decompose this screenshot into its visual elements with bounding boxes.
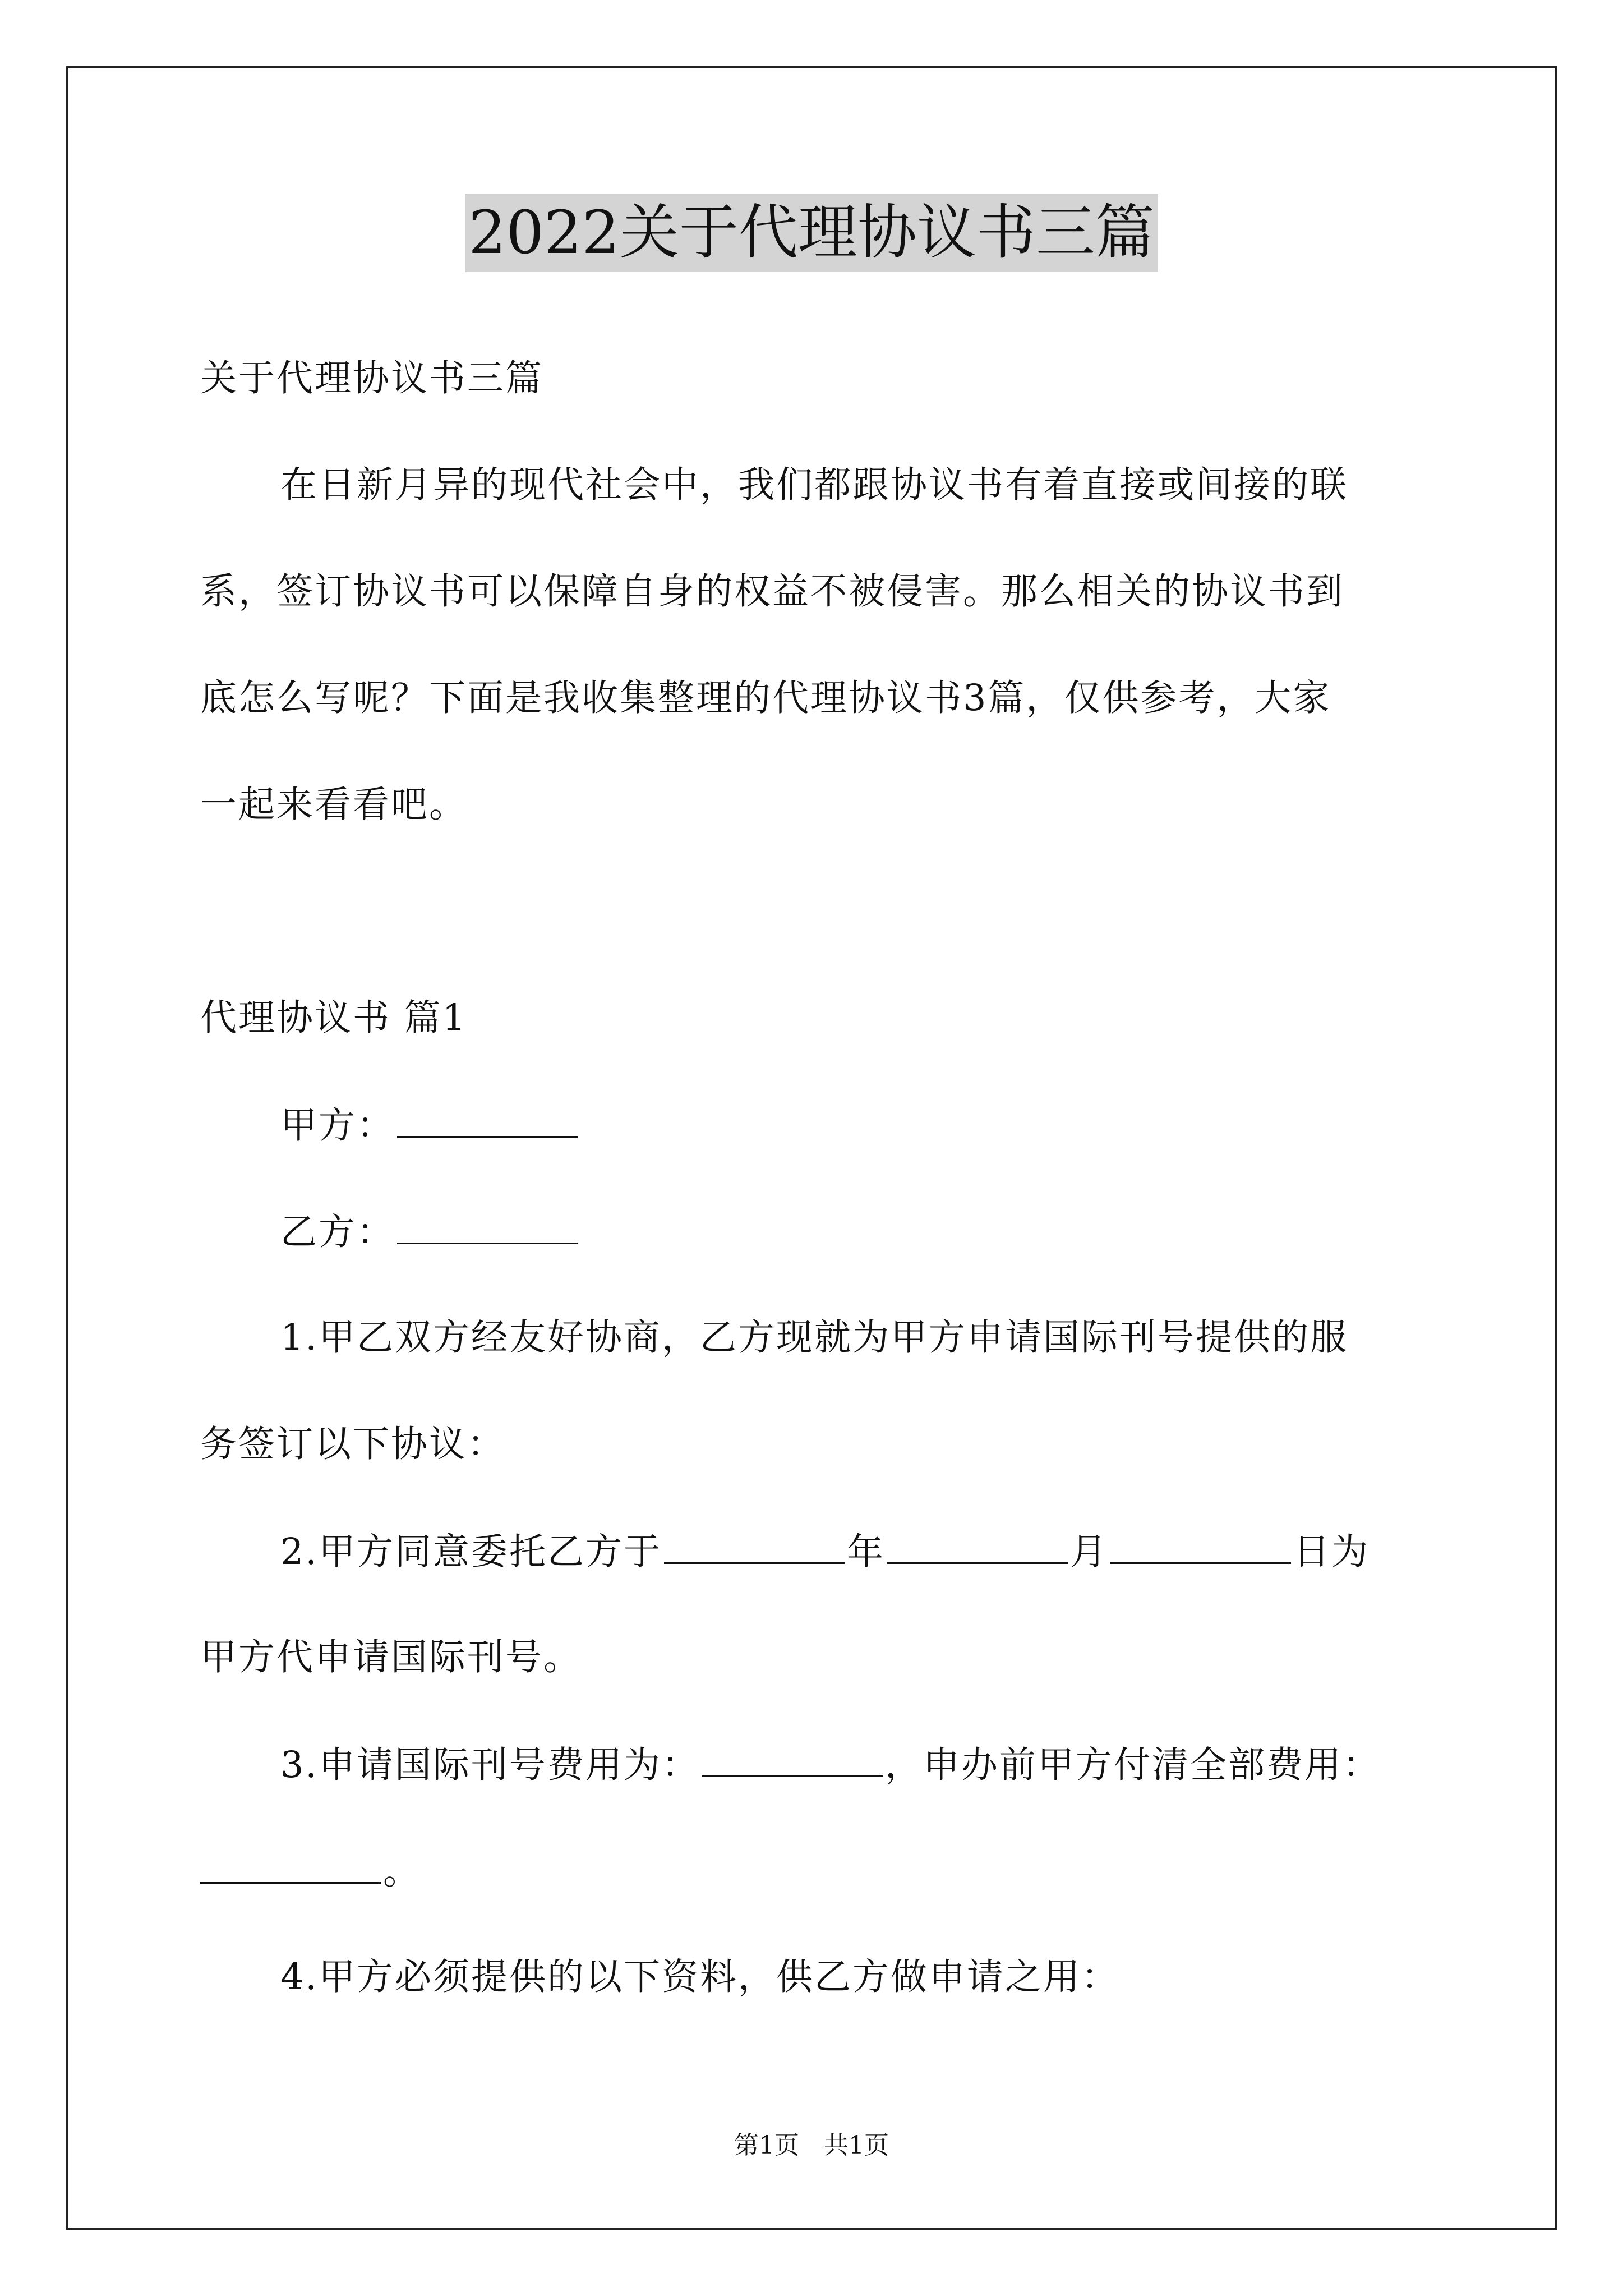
item-3-fee-blank — [702, 1742, 883, 1777]
party-b-blank — [397, 1209, 578, 1244]
item-3-suffix: ，申办前甲方付清全部费用： — [885, 1744, 1381, 1786]
title-container — [0, 194, 1623, 272]
party-a-line — [280, 1102, 580, 1148]
item-2-line-2: 甲方代申请国际刊号。 — [200, 1636, 582, 1678]
party-a-blank — [397, 1102, 578, 1138]
section-heading: 代理协议书 篇1 — [200, 997, 468, 1039]
item-2-year: 年 — [847, 1531, 886, 1573]
document-subtitle: 关于代理协议书三篇 — [200, 357, 544, 399]
item-2-prefix: 2.甲方同意委托乙方于 — [280, 1531, 662, 1573]
document-title: 2022关于代理协议书三篇 — [465, 194, 1158, 272]
item-2-day: 日为 — [1293, 1531, 1370, 1573]
intro-line-1: 在日新月异的现代社会中，我们都跟协议书有着直接或间接的联 — [280, 464, 1349, 506]
item-2-month-blank — [887, 1529, 1068, 1564]
item-2-day-blank — [1110, 1529, 1291, 1564]
item-2-line-1 — [280, 1529, 1370, 1575]
item-3-line-1 — [280, 1742, 1381, 1788]
item-3-line-2 — [200, 1848, 421, 1894]
item-3-prefix: 3.申请国际刊号费用为： — [280, 1744, 700, 1786]
intro-line-3: 底怎么写呢？下面是我收集整理的代理协议书3篇，仅供参考，大家 — [200, 677, 1331, 719]
party-a-label: 甲方： — [280, 1105, 395, 1147]
item-2-year-blank — [664, 1529, 845, 1564]
item-2-month: 月 — [1070, 1531, 1109, 1573]
intro-line-2: 系，签订协议书可以保障自身的权益不被侵害。那么相关的协议书到 — [200, 570, 1345, 613]
party-b-label: 乙方： — [280, 1211, 395, 1253]
item-3-line-2-suffix: 。 — [383, 1851, 422, 1893]
page-footer: 第1页 共1页 — [734, 2131, 889, 2160]
party-b-line — [280, 1209, 580, 1255]
intro-line-4: 一起来看看吧。 — [200, 784, 468, 826]
item-4-line: 4.甲方必须提供的以下资料，供乙方做申请之用： — [280, 1956, 1120, 1998]
item-1-line-2: 务签订以下协议： — [200, 1423, 506, 1465]
item-3-total-blank — [200, 1848, 381, 1884]
item-1-line-1: 1.甲乙双方经友好协商，乙方现就为甲方申请国际刊号提供的服 — [280, 1317, 1349, 1359]
